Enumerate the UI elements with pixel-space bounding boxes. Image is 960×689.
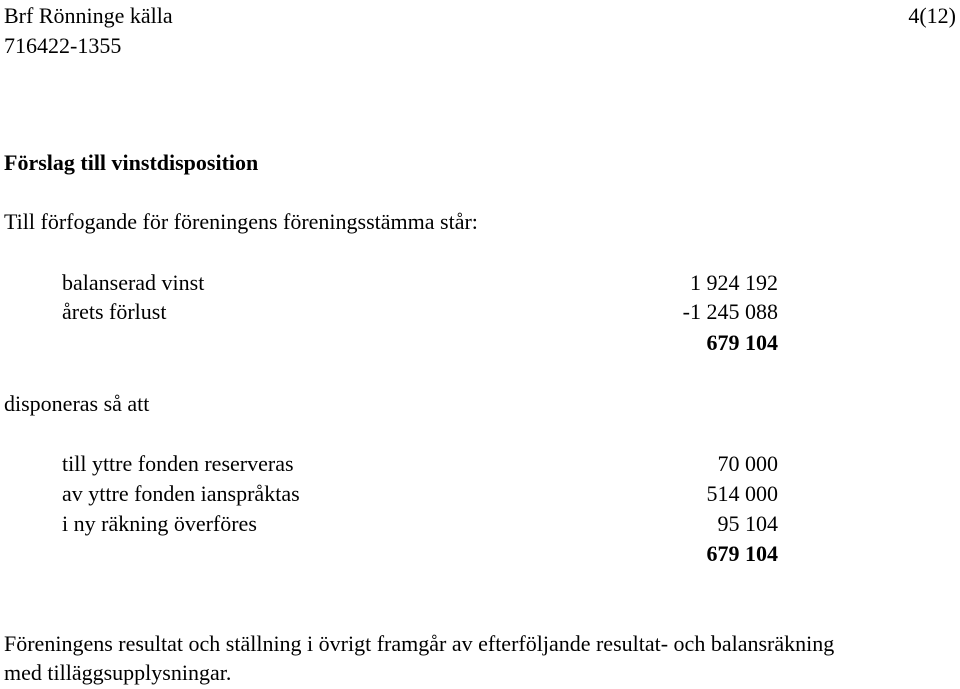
disposition-row-amount: 95 104 — [717, 511, 778, 536]
available-row-label: årets förlust — [62, 299, 167, 324]
available-row-amount: -1 245 088 — [682, 299, 778, 324]
section-intro: Till förfogande för föreningens föreningsstämma står: — [4, 209, 478, 234]
disposition-row-amount: 70 000 — [717, 451, 778, 476]
disposition-row-label: av yttre fonden ianspråktas — [62, 481, 300, 506]
available-row-amount: 1 924 192 — [690, 270, 778, 295]
organization-name: Brf Rönninge källa — [4, 3, 173, 28]
disposition-row-amount: 514 000 — [706, 481, 778, 506]
disposition-heading: disponeras så att — [4, 391, 150, 416]
organization-number: 716422-1355 — [4, 33, 122, 58]
page-number: 4(12) — [908, 3, 956, 28]
disposition-total: 679 104 — [706, 541, 778, 566]
disposition-row-label: till yttre fonden reserveras — [62, 451, 294, 476]
section-title: Förslag till vinstdisposition — [4, 150, 259, 175]
footer-text-line-2: med tilläggsupplysningar. — [4, 660, 232, 685]
available-total: 679 104 — [706, 330, 778, 355]
disposition-row-label: i ny räkning överföres — [62, 511, 257, 536]
footer-text-line-1: Föreningens resultat och ställning i övrigt framgår av efterföljande resultat- och balansräkning — [4, 631, 835, 656]
available-row-label: balanserad vinst — [62, 270, 205, 295]
